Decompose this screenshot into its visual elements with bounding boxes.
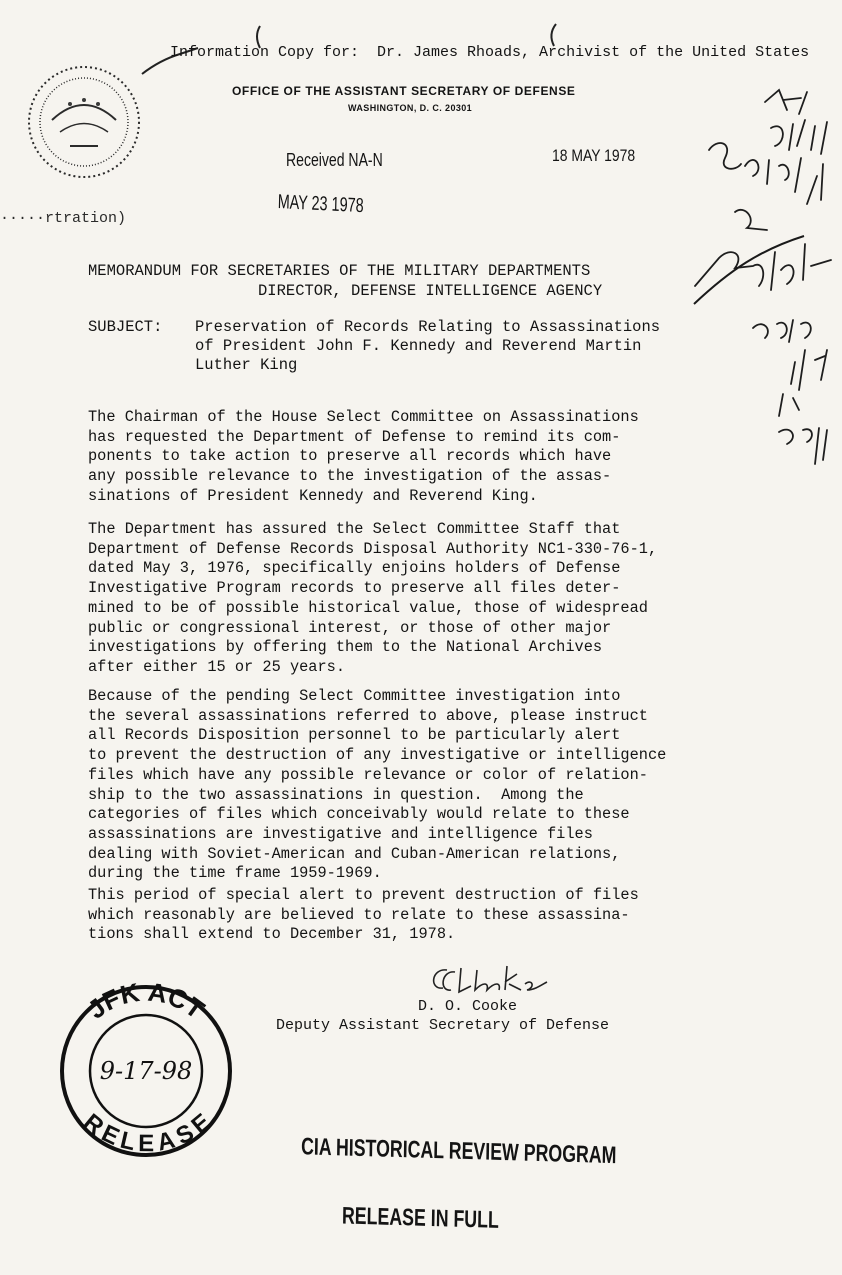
paragraph-line: files which have any possible relevance or color of relation- [88,765,648,784]
paragraph-line: has requested the Department of Defense to remind its com- [88,427,621,446]
received-stamp: Received NA-N [286,150,383,170]
administration-fragment: ·····rtration) [0,210,127,227]
subject-line: Preservation of Records Relating to Assassinations [195,318,661,336]
paragraph-line: to prevent the destruction of any investigative or intelligence [88,746,667,765]
paragraph-line: ponents to take action to preserve all records which have [88,447,612,466]
subject-line: of President John F. Kennedy and Reverend Martin [195,337,642,355]
cia-release-stamp [289,1096,617,1275]
paragraph-line: investigations by offering them to the National Archives [88,638,603,657]
cia-stamp-line2: RELEASE IN FULL [341,1202,500,1234]
paragraph-line: which reasonably are believed to relate to these assassina- [88,905,630,924]
jfk-act-release-stamp [40,975,250,1160]
paragraph-line: tions shall extend to December 31, 1978. [88,925,456,944]
jfk-stamp-bottom-text: RELEASE [78,1108,217,1158]
paragraph-line: during the time frame 1959-1969. [88,864,382,883]
paragraph-line: public or congressional interest, or those of other major [88,618,612,637]
cia-stamp-line1: CIA HISTORICAL REVIEW PROGRAM [300,1133,617,1170]
jfk-stamp-top-text: JFK ACT [81,976,211,1025]
paragraph-line: all Records Disposition personnel to be particularly alert [88,726,621,745]
dod-seal-image [0,60,150,210]
paragraph-line: The Chairman of the House Select Committee on Assassinations [88,408,639,426]
received-date-stamp: MAY 23 1978 [277,191,364,218]
subject-line: Luther King [195,356,298,374]
paragraph-line: The Department has assured the Select Committee Staff that [88,520,621,538]
subject-label: SUBJECT: [88,318,163,336]
paragraph-line: categories of files which conceivably would relate to these [88,805,630,824]
jfk-stamp-date: 9-17-98 [99,1057,193,1085]
paragraph-line: after either 15 or 25 years. [88,657,346,676]
paragraph-line: any possible relevance to the investigation of the assas- [88,467,612,486]
svg-text:RELEASE [78,1109,216,1158]
paragraph-line: Investigative Program records to preserve all files deter- [88,579,621,598]
signature-image [425,960,555,1000]
paragraph-line: Because of the pending Select Committee investigation into [88,687,621,705]
paragraph-line: This period of special alert to prevent destruction of files [88,886,639,904]
memorandum-for-line-2: DIRECTOR, DEFENSE INTELLIGENCE AGENCY [258,282,603,300]
signer-title: Deputy Assistant Secretary of Defense [276,1017,610,1034]
signer-name: D. O. Cooke [418,998,518,1015]
paragraph-line: the several assassinations referred to above, please instruct [88,706,648,725]
paragraph-line: mined to be of possible historical value, those of widespread [88,598,648,617]
paragraph-line: assassinations are investigative and intelligence files [88,824,593,843]
paragraph-line: dealing with Soviet-American and Cuban-American relations, [88,844,621,863]
paragraph-line: ship to the two assassinations in question. Among the [88,785,584,804]
pen-stroke-icon [690,230,810,310]
memorandum-for-line: MEMORANDUM FOR SECRETARIES OF THE MILITARY DEPARTMENTS [88,262,591,280]
memo-date: 18 MAY 1978 [552,146,636,165]
paragraph-line: sinations of President Kennedy and Reverend King. [88,486,538,505]
paragraph-line: Department of Defense Records Disposal Authority NC1-330-76-1, [88,539,658,558]
information-copy-line: Information Copy for: Dr. James Rhoads, Archivist of the United States [170,44,810,61]
office-heading: OFFICE OF THE ASSISTANT SECRETARY OF DEFENSE [232,84,576,98]
paragraph-line: dated May 3, 1976, specifically enjoins holders of Defense [88,559,621,578]
office-address: WASHINGTON, D. C. 20301 [348,103,473,113]
